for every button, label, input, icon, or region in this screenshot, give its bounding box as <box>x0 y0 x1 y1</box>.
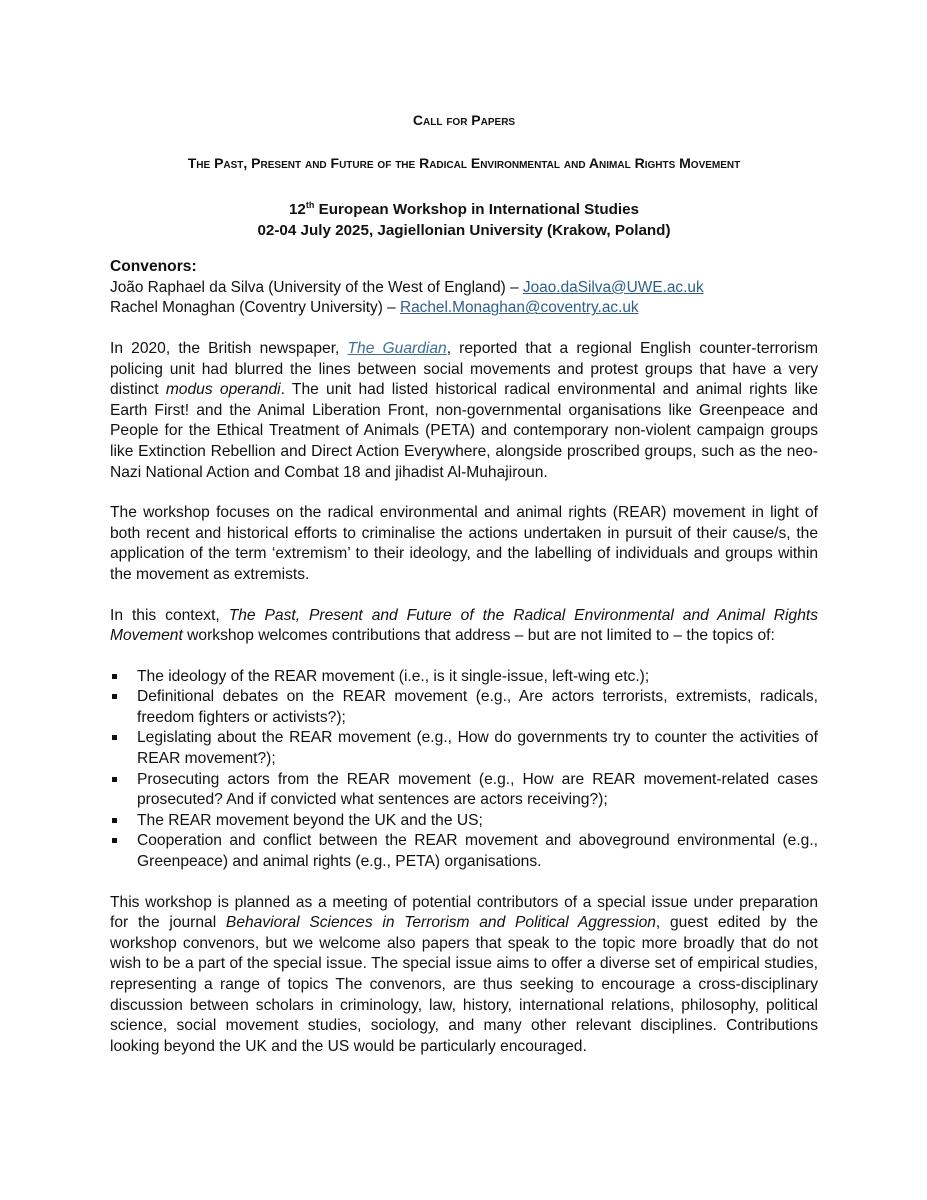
topics-list <box>110 667 818 873</box>
paragraph-focus: The workshop focuses on the radical environmental and animal rights (REAR) movement in light of both recent and historical efforts to criminalise the actions undertaken in pursuit of their cause/s, the application of the term ‘extremism’ to their ideology, and the labelling of individuals and groups within the movement as extremists. <box>110 504 818 583</box>
list-item <box>110 667 818 688</box>
convenor-name: João Raphael da Silva (University of the West of England) – <box>110 278 523 296</box>
convenors-heading: Convenors: <box>110 258 197 276</box>
paragraph-intro <box>110 339 818 483</box>
list-item <box>110 770 818 811</box>
special-issue-text: This workshop is planned as a meeting of potential contributors of a special issue under preparation for the journal <box>110 893 818 932</box>
workshop-number: 12 <box>288 201 306 219</box>
topic-text: Legislating about the REAR movement (e.g., How do governments try to counter the activities of REAR movement?); <box>137 729 818 768</box>
context-text: In this context, <box>110 606 229 624</box>
workshop-suffix: th <box>305 200 315 211</box>
square-bullet-icon <box>112 674 117 679</box>
call-heading: Call for Papers <box>412 112 516 128</box>
topic-text: Definitional debates on the REAR movement (e.g., Are actors terrorists, extremists, radicals, freedom fighters or activists?); <box>137 688 818 726</box>
intro-text: . The unit had listed historical radical environmental and animal rights like Earth First! and the Animal Liberation Front, non-governmental organisations like Greenpeace and People for the Ethical Treatment of Animals (PETA) and contemporary non-violent campaign groups like Extinction Rebellion and Direct Action Everywhere, alongside proscribed groups, such as the neo-Nazi National Action and Combat 18 and jihadist Al-Muhajiroun. <box>110 381 818 481</box>
square-bullet-icon <box>112 818 117 823</box>
convenor-email-link[interactable]: Rachel.Monaghan@coventry.ac.uk <box>399 299 639 317</box>
list-item <box>110 811 818 832</box>
workshop-line <box>110 199 818 220</box>
convenor-name: Rachel Monaghan (Coventry University) – <box>110 299 400 317</box>
modus-operandi-text: modus operandi <box>165 381 281 399</box>
convenor-line <box>110 298 818 319</box>
workshop-info <box>110 199 818 241</box>
context-text: workshop welcomes contributions that address – but are not limited to – the topics of: <box>182 627 775 645</box>
topic-text: The ideology of the REAR movement (i.e., is it single-issue, left-wing etc.); <box>137 667 650 685</box>
journal-title: Behavioral Sciences in Terrorism and Political Aggression <box>225 914 656 932</box>
square-bullet-icon <box>112 694 117 699</box>
workshop-title-italic: The Past, Present and Future of the Radical Environmental and Animal Rights Movement <box>110 606 818 645</box>
paragraph-special-issue <box>110 893 818 1058</box>
topic-text: The REAR movement beyond the UK and the US; <box>137 811 483 829</box>
square-bullet-icon <box>112 777 117 782</box>
special-issue-text: , guest edited by the workshop convenors, but we welcome also papers that speak to the topic more broadly that do not wish to be a part of the special issue. The special issue aims to offer a diverse set of empirical studies, representing a range of topics The convenors, are thus seeking to encourage a cross-disciplinary discussion between scholars in criminology, law, history, international relations, philosophy, political science, social movement studies, sociology, and many other relevant disciplines. Contributions looking beyond the UK and the US would be particularly encouraged. <box>110 914 818 1055</box>
workshop-name: European Workshop in International Studies <box>314 201 639 219</box>
date-venue: 02-04 July 2025, Jagiellonian University (Krakow, Poland) <box>257 222 671 240</box>
convenor-email-link[interactable]: Joao.daSilva@UWE.ac.uk <box>522 278 704 296</box>
guardian-link[interactable]: The Guardian <box>347 339 447 357</box>
square-bullet-icon <box>112 735 117 740</box>
topic-text: Cooperation and conflict between the REAR movement and aboveground environmental (e.g., Greenpeace) and animal rights (e.g., PETA) organisations. <box>137 832 818 871</box>
document-page <box>110 110 818 1057</box>
topic-text: Prosecuting actors from the REAR movement (e.g., How are REAR movement-related cases prosecuted? And if convicted what sentences are actors receiving?); <box>137 770 818 809</box>
intro-text: , reported that a regional English counter-terrorism policing unit had blurred the lines between social movements and protest groups that have a very distinct <box>110 339 818 399</box>
intro-text: In 2020, the British newspaper, <box>110 339 348 357</box>
list-item <box>110 687 818 728</box>
paragraph-context <box>110 606 818 647</box>
convenor-line <box>110 278 818 299</box>
list-item <box>110 831 818 872</box>
event-title: The Past, Present and Future of the Radical Environmental and Animal Rights Movement <box>187 154 741 171</box>
list-item <box>110 728 818 769</box>
square-bullet-icon <box>112 838 117 843</box>
